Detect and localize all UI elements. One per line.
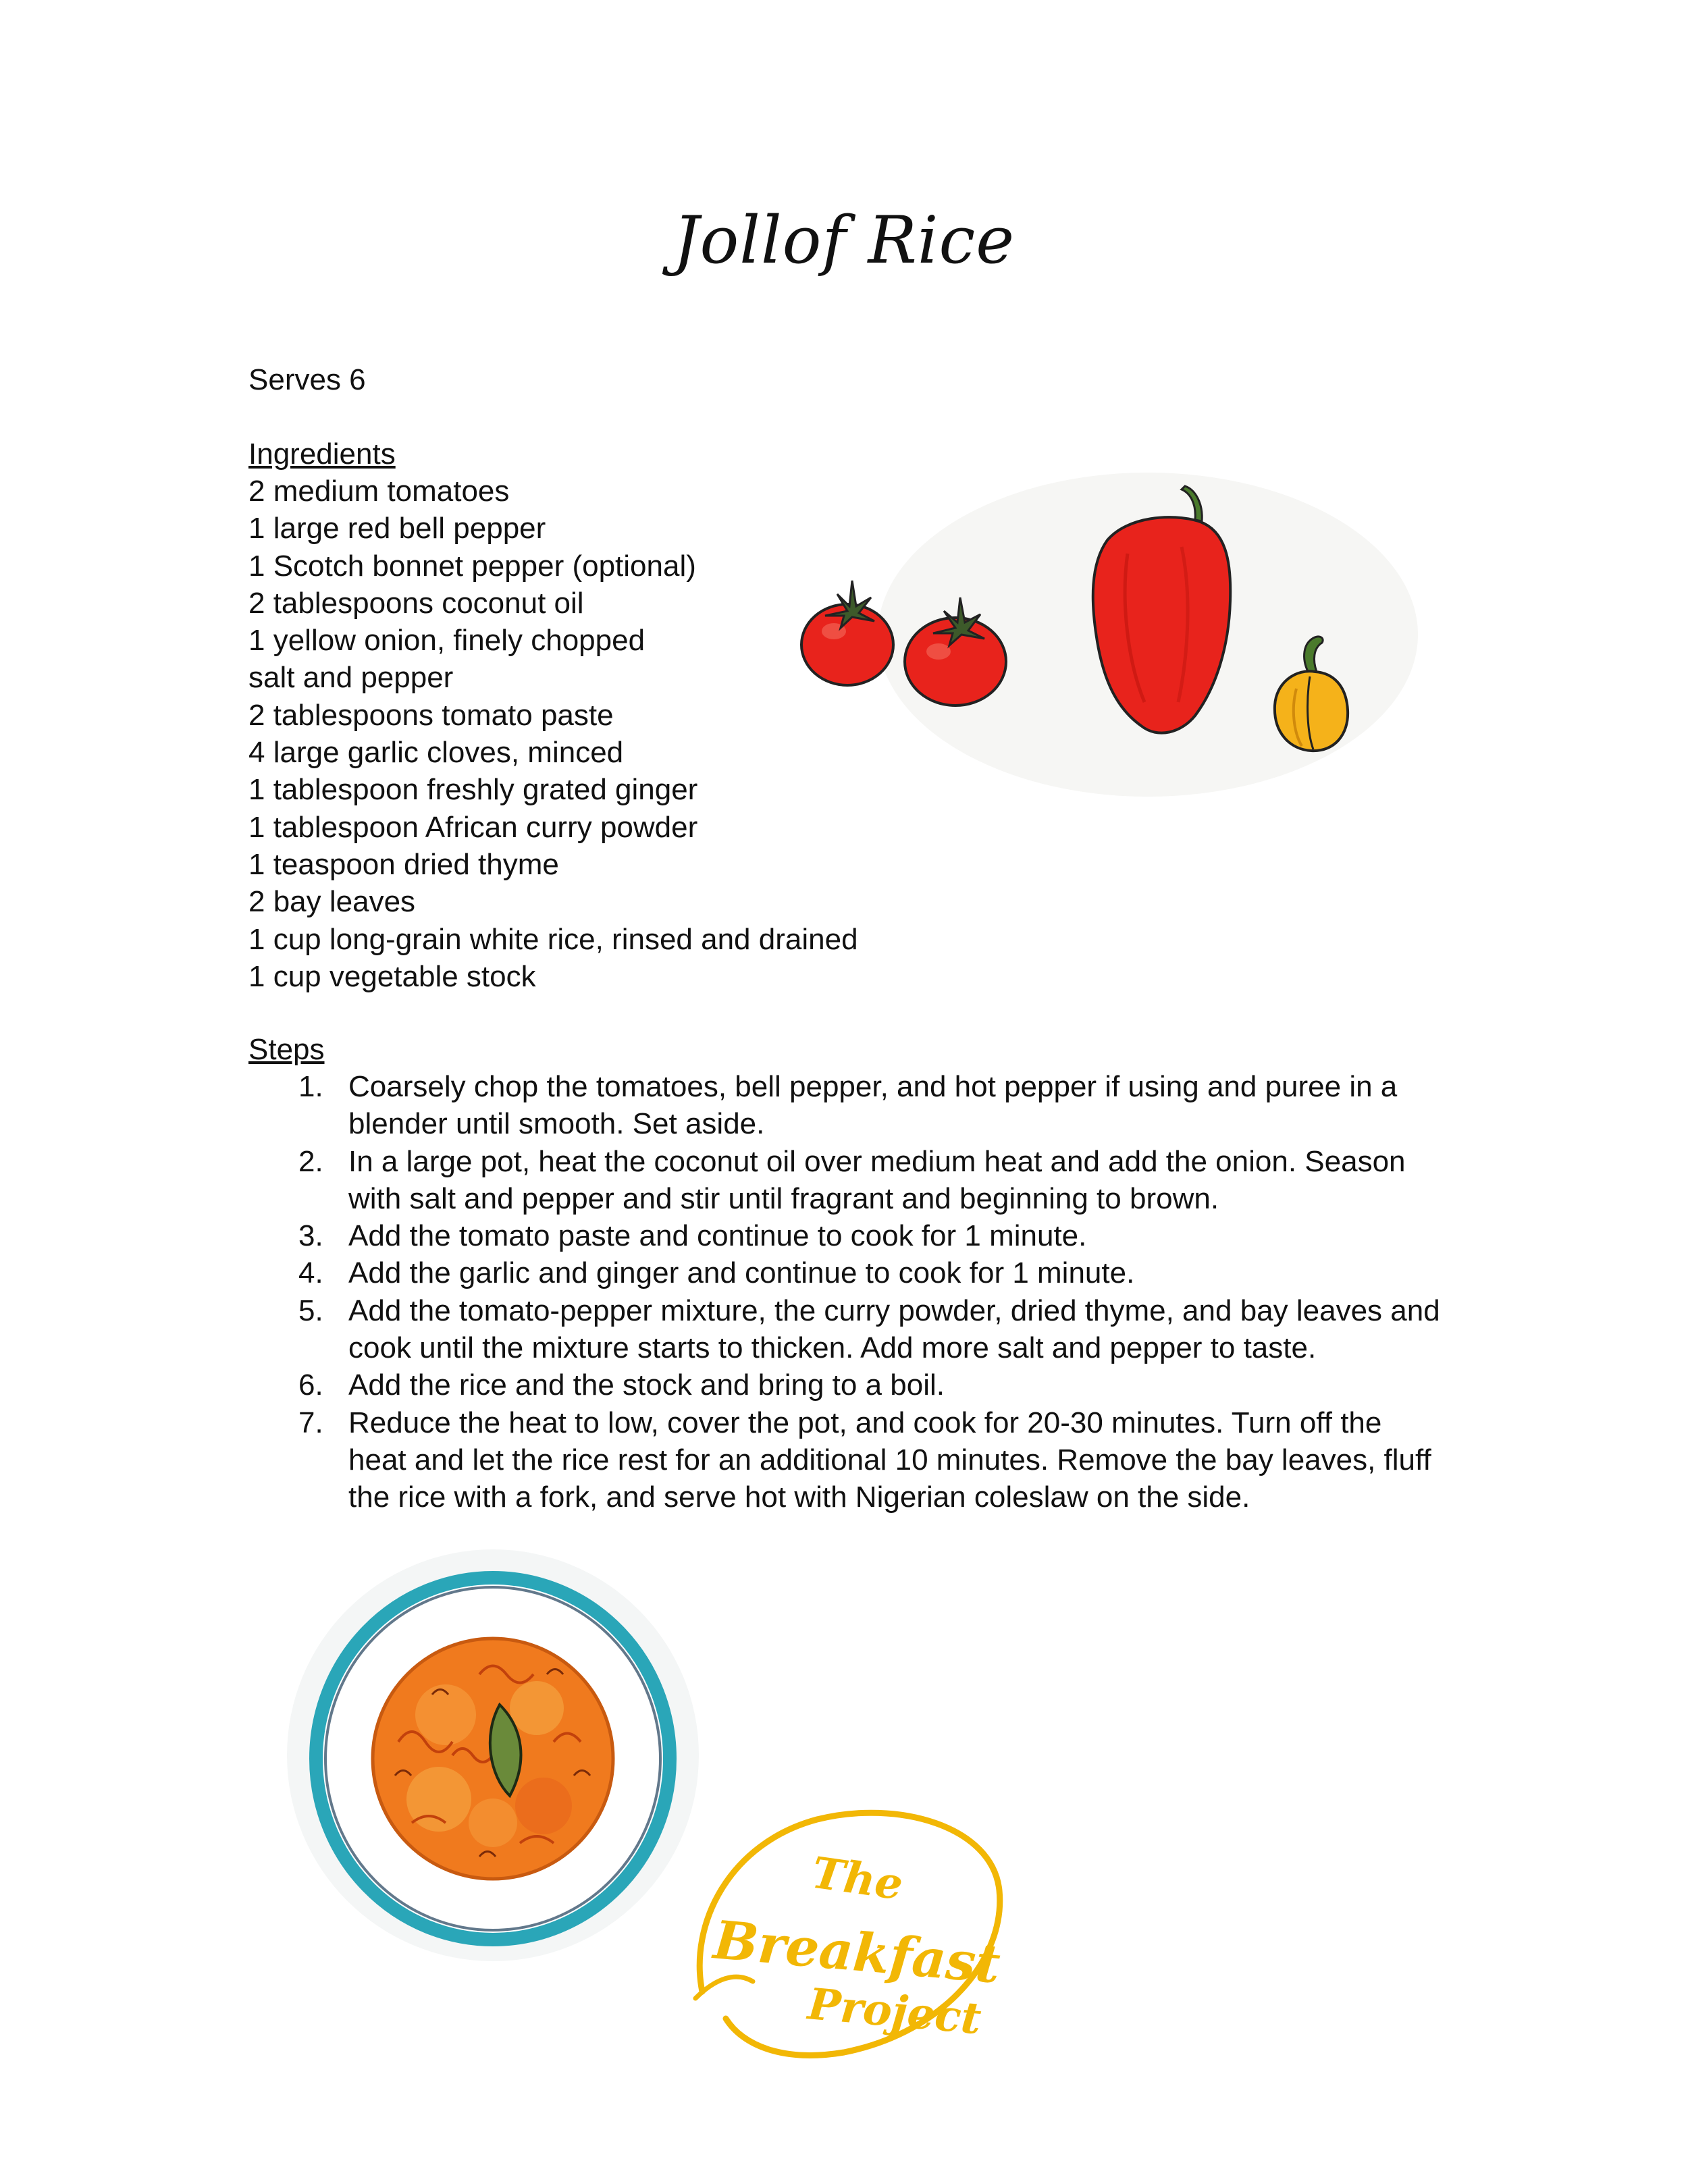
- step-number: 4.: [298, 1256, 323, 1290]
- logo-line-project: Project: [806, 1979, 984, 2045]
- ingredient-item: 1 tablespoon African curry powder: [248, 810, 698, 844]
- step-text: In a large pot, heat the coconut oil over medium heat and add the onion. Season: [348, 1144, 1406, 1178]
- ingredients-list: [248, 473, 858, 995]
- step-text: cook until the mixture starts to thicken. Add more salt and pepper to taste.: [348, 1331, 1317, 1365]
- recipe-title: Jollof Rice: [672, 203, 1016, 278]
- step-text: with salt and pepper and stir until fragrant and beginning to brown.: [348, 1181, 1219, 1215]
- step-text: Coarsely chop the tomatoes, bell pepper, and hot pepper if using and puree in a: [348, 1070, 1398, 1103]
- step-text: Reduce the heat to low, cover the pot, and cook for 20-30 minutes. Turn off the: [348, 1406, 1382, 1439]
- ingredients-heading: Ingredients: [248, 437, 396, 471]
- ingredient-item: 1 large red bell pepper: [248, 512, 546, 545]
- ingredient-item: 4 large garlic cloves, minced: [248, 736, 624, 770]
- ingredient-item: 1 yellow onion, finely chopped: [248, 624, 645, 658]
- step-item: [248, 1366, 1464, 1404]
- logo-line-breakfast: Breakfast: [711, 1909, 1003, 1996]
- ingredient-item: 1 teaspoon dried thyme: [248, 847, 559, 881]
- step-item: [248, 1292, 1464, 1367]
- ingredient-item: salt and pepper: [248, 661, 454, 695]
- ingredient-item: 1 cup vegetable stock: [248, 959, 536, 993]
- ingredient-item: 2 bay leaves: [248, 885, 416, 919]
- step-number: 3.: [298, 1219, 323, 1253]
- ingredient-item: 1 Scotch bonnet pepper (optional): [248, 549, 696, 583]
- steps-heading: Steps: [248, 1033, 325, 1066]
- step-number: 7.: [298, 1406, 323, 1439]
- step-item: [248, 1404, 1464, 1516]
- step-text: Add the rice and the stock and bring to a boil.: [348, 1368, 945, 1402]
- step-number: 6.: [298, 1368, 323, 1402]
- step-number: 1.: [298, 1070, 323, 1103]
- step-number: 5.: [298, 1294, 323, 1327]
- step-text: the rice with a fork, and serve hot with Nigerian coleslaw on the side.: [348, 1481, 1250, 1514]
- step-text: Add the tomato-pepper mixture, the curry powder, dried thyme, and bay leaves and: [348, 1294, 1440, 1327]
- step-item: [248, 1217, 1464, 1254]
- steps-list: [248, 1068, 1464, 1516]
- step-item: [248, 1254, 1464, 1291]
- ingredient-item: 2 tablespoons coconut oil: [248, 586, 584, 620]
- ingredient-item: 1 cup long-grain white rice, rinsed and drained: [248, 922, 858, 956]
- jollof-bowl-illustration: [277, 1539, 709, 1971]
- step-item: [248, 1143, 1464, 1218]
- ingredient-item: 1 tablespoon freshly grated ginger: [248, 773, 698, 807]
- step-text: heat and let the rice rest for an additional 10 minutes. Remove the bay leaves, fluff: [348, 1443, 1431, 1476]
- ingredient-item: 2 tablespoons tomato paste: [248, 698, 614, 732]
- ingredient-item: 2 medium tomatoes: [248, 475, 510, 508]
- step-text: Add the tomato paste and continue to cook for 1 minute.: [348, 1219, 1087, 1253]
- step-text: blender until smooth. Set aside.: [348, 1107, 765, 1141]
- tomato-icon: [801, 581, 893, 685]
- step-item: [248, 1068, 1464, 1143]
- logo-line-the: The: [808, 1847, 906, 1911]
- step-number: 2.: [298, 1144, 323, 1178]
- serves-text: Serves 6: [248, 363, 366, 396]
- vegetables-illustration: [776, 466, 1418, 810]
- step-text: Add the garlic and ginger and continue to cook for 1 minute.: [348, 1256, 1135, 1290]
- breakfast-project-logo: [675, 1789, 1026, 2073]
